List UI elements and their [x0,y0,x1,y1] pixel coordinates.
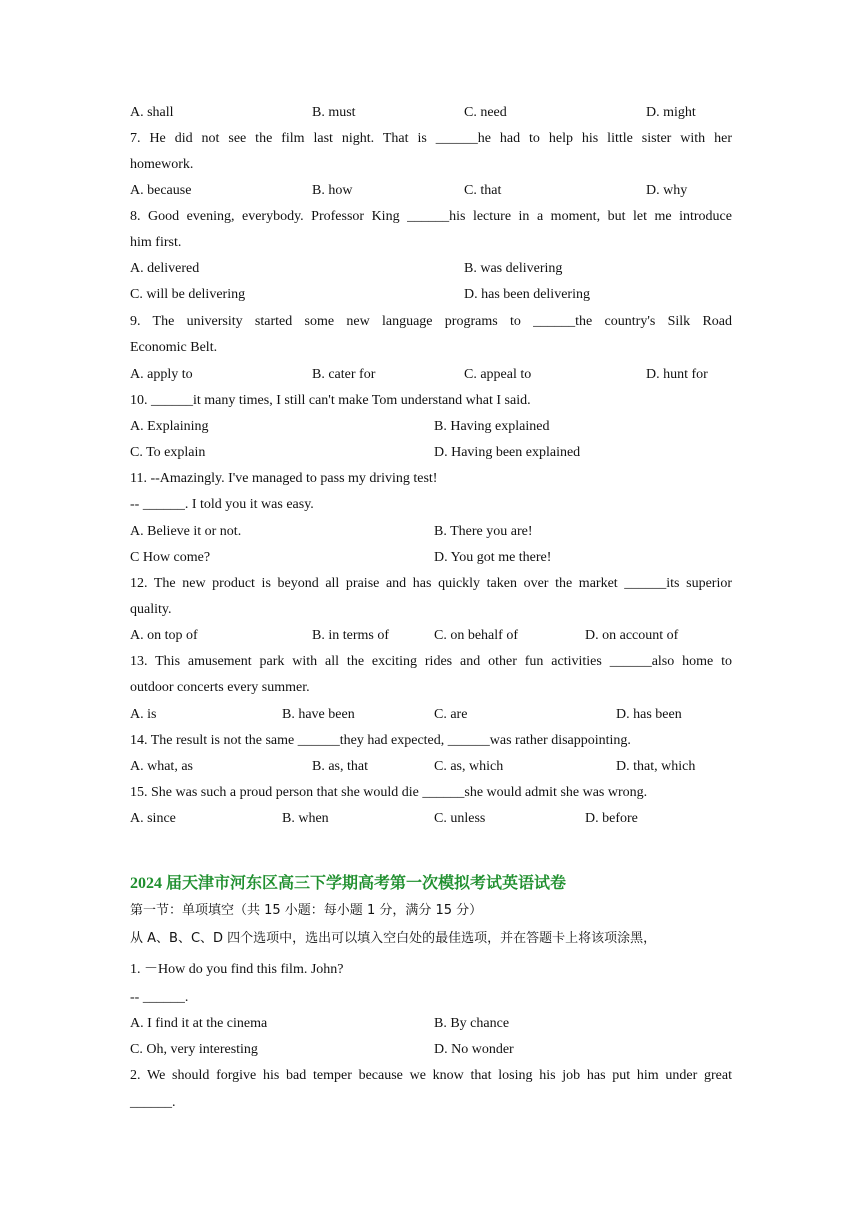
q9-option-b: B. cater for [312,367,376,382]
q6-option-c: C. need [464,105,507,120]
q15-stem-line1: 15. She was such a proud person that she would die ______she would admit she was wrong. [130,785,648,800]
q8-stem-line2: him first. [130,235,182,250]
q15-option-a: A. since [130,811,176,826]
section-part-heading: 第一节：单项填空（共 15 小题：每小题 1 分，满分 15 分） [130,903,483,918]
q15-option-d: D. before [585,811,638,826]
n1-option-d: D. No wonder [434,1042,514,1057]
q11-option-a: A. Believe it or not. [130,524,242,539]
q13-option-c: C. are [434,707,468,722]
q10-option-b: B. Having explained [434,419,550,434]
q13-option-d: D. has been [616,707,682,722]
q9-option-a: A. apply to [130,367,193,382]
q8-option-a: A. delivered [130,261,200,276]
q14-stem-line1: 14. The result is not the same ______they had expected, ______was rather disappointing. [130,733,631,748]
n2-stem-line2: ______. [130,1095,176,1110]
q11-stem-line2: -- ______. I told you it was easy. [130,497,314,512]
q9-stem-line1: 9. The university started some new language programs to ______the country's Silk Road [130,314,732,329]
q14-option-b: B. as, that [312,759,368,774]
q7-stem-line2: homework. [130,157,194,172]
q7-option-b: B. how [312,183,353,198]
q11-option-b: B. There you are! [434,524,533,539]
n2-stem-line1: 2. We should forgive his bad temper because we know that losing his job has put him under great [130,1068,732,1083]
q9-stem-line2: Economic Belt. [130,340,218,355]
q7-stem-line1: 7. He did not see the film last night. That is ______he had to help his little sister with her [130,131,732,146]
q13-option-a: A. is [130,707,157,722]
q10-option-a: A. Explaining [130,419,209,434]
n1-option-b: B. By chance [434,1016,510,1031]
q10-option-c: C. To explain [130,445,206,460]
q13-stem-line2: outdoor concerts every summer. [130,680,310,695]
q9-option-d: D. hunt for [646,367,708,382]
q11-option-d: D. You got me there! [434,550,552,565]
q12-option-a: A. on top of [130,628,198,643]
q8-option-b: B. was delivering [464,261,563,276]
q15-option-b: B. when [282,811,329,826]
q12-stem-line1: 12. The new product is beyond all praise and has quickly taken over the market ______its superior [130,576,732,591]
q14-option-a: A. what, as [130,759,193,774]
q12-option-c: C. on behalf of [434,628,518,643]
n1-stem-line2: -- ______. [130,990,189,1005]
q13-option-b: B. have been [282,707,355,722]
q6-option-a: A. shall [130,105,174,120]
section-title: 2024 届天津市河东区高三下学期高考第一次模拟考试英语试卷 [130,875,567,892]
q10-stem-line1: 10. ______it many times, I still can't make Tom understand what I said. [130,393,531,408]
q7-option-d: D. why [646,183,688,198]
q9-option-c: C. appeal to [464,367,532,382]
q8-option-d: D. has been delivering [464,287,590,302]
q13-stem-line1: 13. This amusement park with all the exciting rides and other fun activities ______also home to [130,654,732,669]
q6-option-d: D. might [646,105,696,120]
q12-stem-line2: quality. [130,602,172,617]
n1-option-c: C. Oh, very interesting [130,1042,258,1057]
q10-option-d: D. Having been explained [434,445,581,460]
q11-stem-line1: 11. --Amazingly. I've managed to pass my driving test! [130,471,438,486]
q6-option-b: B. must [312,105,356,120]
q15-option-c: C. unless [434,811,486,826]
q11-option-c: C How come? [130,550,211,565]
q12-option-b: B. in terms of [312,628,389,643]
q14-option-d: D. that, which [616,759,696,774]
q7-option-c: C. that [464,183,502,198]
q12-option-d: D. on account of [585,628,679,643]
n1-option-a: A. I find it at the cinema [130,1016,268,1031]
n1-stem-line1: 1. －How do you find this film. John? [130,962,344,977]
q14-option-c: C. as, which [434,759,504,774]
section-instruction: 从 A、B、C、D 四个选项中，选出可以填入空白处的最佳选项，并在答题卡上将该项涂黑， [130,931,657,946]
q8-stem-line1: 8. Good evening, everybody. Professor King ______his lecture in a moment, but let me introduce [130,209,732,224]
q7-option-a: A. because [130,183,192,198]
q8-option-c: C. will be delivering [130,287,246,302]
